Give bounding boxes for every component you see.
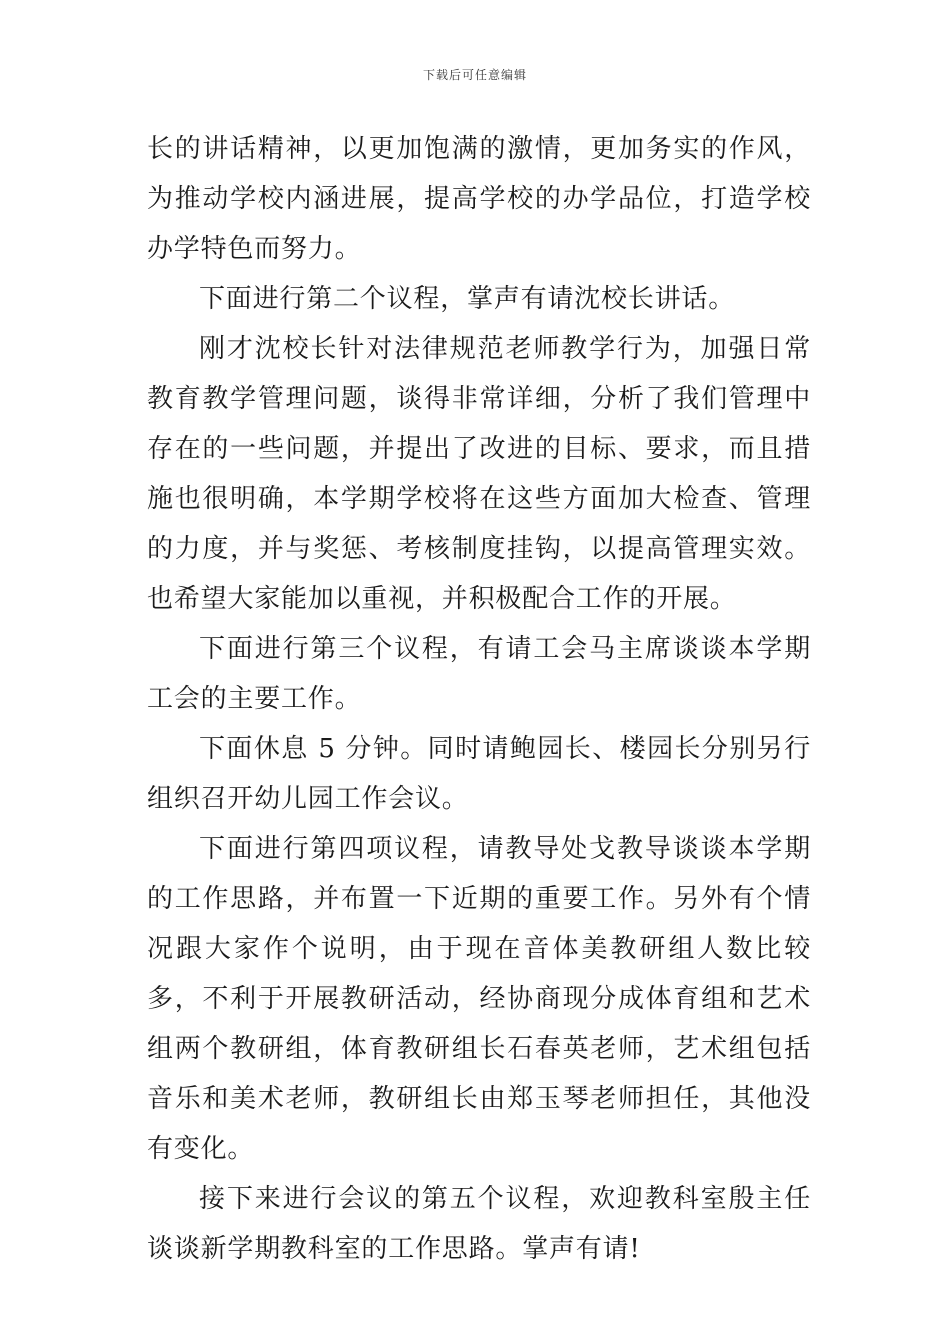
paragraph-6: 下面进行第四项议程，请教导处戈教导谈谈本学期的工作思路，并布置一下近期的重要工作。另外有个情况跟大家作个说明，由于现在音体美教研组人数比较多，不利于开展教研活动，经协商现分成体育组和艺术组两个教研组，体育教研组长石春英老师，艺术组包括音乐和美术老师，教研组长由郑玉琴老师担任，其他没有变化。 — [147, 834, 811, 1164]
paragraph-1: 长的讲话精神，以更加饱满的激情，更加务实的作风，为推动学校内涵进展，提高学校的办学品位，打造学校办学特色而努力。 — [147, 134, 811, 264]
paragraph-5: 下面休息 5 分钟。同时请鲍园长、楼园长分别另行组织召开幼儿园工作会议。 — [147, 734, 811, 814]
header-note: 下载后可任意编辑 — [422, 68, 527, 82]
document-body — [147, 124, 811, 1274]
paragraph-7: 接下来进行会议的第五个议程，欢迎教科室殷主任谈谈新学期教科室的工作思路。掌声有请! — [147, 1184, 811, 1264]
paragraph-4: 下面进行第三个议程，有请工会马主席谈谈本学期工会的主要工作。 — [147, 634, 811, 714]
paragraph-2: 下面进行第二个议程，掌声有请沈校长讲话。 — [199, 284, 736, 314]
paragraph-3: 刚才沈校长针对法律规范老师教学行为，加强日常教育教学管理问题，谈得非常详细，分析了我们管理中存在的一些问题，并提出了改进的目标、要求，而且措施也很明确，本学期学校将在这些方面加大检查、管理的力度，并与奖惩、考核制度挂钩，以提高管理实效。也希望大家能加以重视，并积极配合工作的开展。 — [147, 334, 811, 614]
